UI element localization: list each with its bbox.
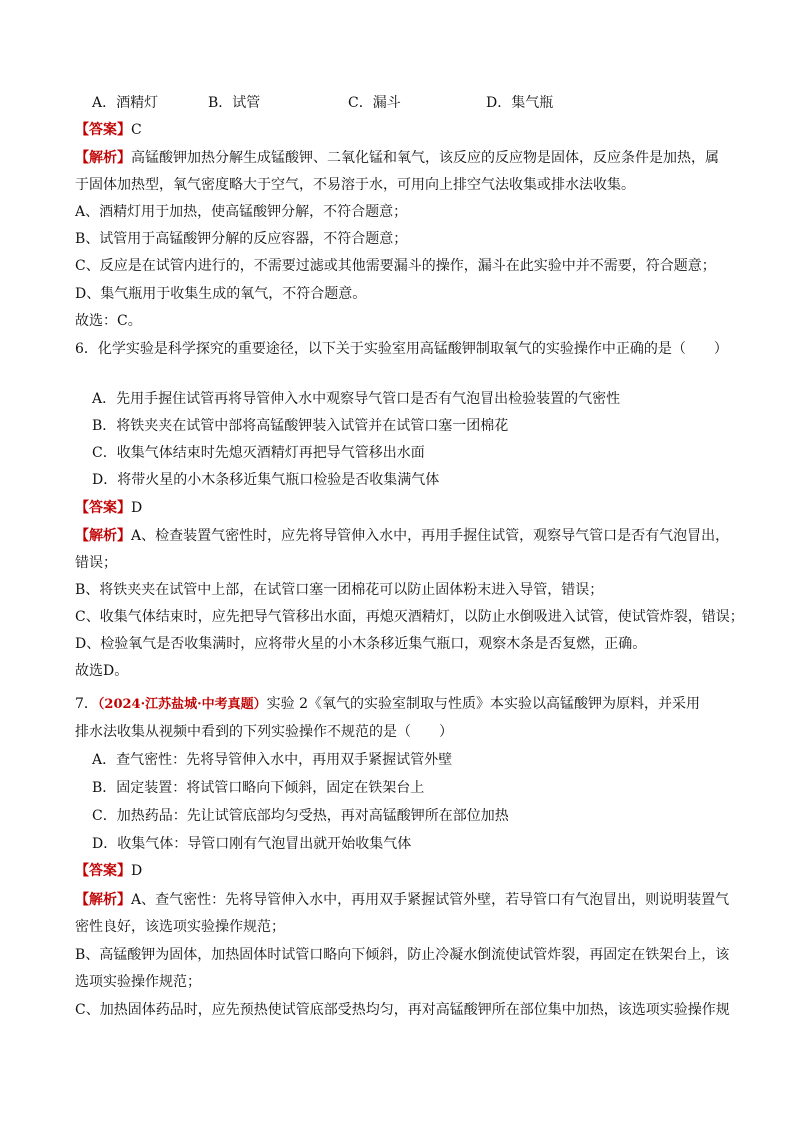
- answer-value: D: [131, 500, 143, 516]
- q6-answer: [75, 498, 734, 518]
- q5-analysis-a: A、酒精灯用于加热，使高锰酸钾分解，不符合题意；: [75, 204, 408, 220]
- answer-value: D: [131, 863, 143, 879]
- q7-analysis-a-cont: 密性良好，该选项实验操作规范；: [75, 919, 285, 935]
- q5-answer: [75, 120, 734, 140]
- q6-stem: 6．化学实验是科学探究的重要途径，以下关于实验室用高锰酸钾制取氧气的实验操作中正确的是（ ）: [75, 341, 728, 357]
- q5-option-b: B．试管: [208, 95, 261, 111]
- q7-analysis-line: [75, 890, 734, 910]
- q6-option-b: B．将铁夹夹在试管中部将高锰酸钾装入试管并在试管口塞一团棉花: [92, 418, 509, 434]
- q6-analysis-b: B、将铁夹夹在试管中上部，在试管口塞一团棉花可以防止固体粉末进入导管，错误；: [75, 582, 604, 598]
- answer-tag: 【答案】: [75, 122, 131, 138]
- q7-analysis-c: C、加热固体药品时，应先预热使试管底部受热均匀，再对高锰酸钾所在部位集中加热，该选项实验操作规: [75, 1002, 730, 1018]
- question-stem: 实验 2《氧气的实验室制取与性质》本实验以高锰酸钾为原料，并采用: [266, 696, 701, 712]
- q7-analysis-b: B、高锰酸钾为固体，加热固体时试管口略向下倾斜，防止冷凝水倒流使试管炸裂，再固定在铁架台上，该: [75, 947, 730, 963]
- q6-analysis-c: C、收集气体结束时，应先把导气管移出水面，再熄灭酒精灯，以防止水倒吸进入试管，使试管炸裂，错误；: [75, 609, 744, 625]
- q5-analysis-line: [75, 148, 734, 168]
- q5-analysis-b: B、试管用于高锰酸钾分解的反应容器，不符合题意；: [75, 231, 408, 247]
- analysis-tag: 【解析】: [75, 150, 131, 166]
- q7-option-c: C．加热药品：先让试管底部均匀受热，再对高锰酸钾所在部位加热: [92, 808, 509, 824]
- q5-analysis-d: D、集气瓶用于收集生成的氧气，不符合题意。: [75, 286, 367, 302]
- q5-conclusion: 故选：C。: [75, 313, 142, 329]
- q6-option-a: A．先用手握住试管再将导管伸入水中观察导气管口是否有气泡冒出检验装置的气密性: [92, 391, 621, 407]
- question-source: （2024·江苏盐城·中考真题）: [97, 697, 267, 712]
- q7-option-a: A．查气密性：先将导管伸入水中，再用双手紧握试管外壁: [92, 752, 453, 768]
- q6-option-d: D．将带火星的小木条移近集气瓶口检验是否收集满气体: [92, 472, 440, 488]
- q7-stem: [75, 694, 734, 715]
- q5-analysis-c: C、反应是在试管内进行的，不需要过滤或其他需要漏斗的操作，漏斗在此实验中并不需要，符合题意；: [75, 258, 716, 274]
- answer-value: C: [131, 122, 142, 138]
- q7-answer: [75, 861, 734, 881]
- analysis-text: A、查气密性：先将导管伸入水中，再用双手紧握试管外壁，若导管口有气泡冒出，则说明装置气: [131, 892, 730, 908]
- q6-analysis-line: [75, 526, 734, 546]
- q6-option-c: C．收集气体结束时先熄灭酒精灯再把导气管移出水面: [92, 445, 425, 461]
- q5-option-c: C．漏斗: [348, 95, 401, 111]
- q6-analysis-line: 错误；: [75, 555, 117, 571]
- q7-analysis-b-cont: 选项实验操作规范；: [75, 974, 201, 990]
- q5-analysis-line: 于固体加热型，氧气密度略大于空气，不易溶于水，可用向上排空气法收集或排水法收集。: [75, 177, 635, 193]
- analysis-tag: 【解析】: [75, 892, 131, 908]
- q7-option-b: B．固定装置：将试管口略向下倾斜，固定在铁架台上: [92, 780, 425, 796]
- question-number: 7．: [75, 696, 98, 712]
- analysis-tag: 【解析】: [75, 528, 131, 544]
- answer-tag: 【答案】: [75, 863, 131, 879]
- q7-stem-continued: 排水法收集从视频中看到的下列实验操作不规范的是（ ）: [75, 724, 453, 740]
- q5-option-d: D．集气瓶: [486, 95, 554, 111]
- q7-option-d: D．收集气体：导管口刚有气泡冒出就开始收集气体: [92, 836, 412, 852]
- answer-tag: 【答案】: [75, 500, 131, 516]
- analysis-text: A、检查装置气密性时，应先将导管伸入水中，再用手握住试管，观察导气管口是否有气泡冒出，: [131, 528, 730, 544]
- q5-option-a: A．酒精灯: [92, 95, 159, 111]
- q6-analysis-d: D、检验氧气是否收集满时，应将带火星的小木条移近集气瓶口，观察木条是否复燃，正确。: [75, 636, 647, 652]
- q6-conclusion: 故选D。: [75, 663, 129, 679]
- q5-options: [92, 93, 612, 113]
- analysis-text: 高锰酸钾加热分解生成锰酸钾、二氧化锰和氧气，该反应的反应物是固体，反应条件是加热，属: [131, 150, 719, 166]
